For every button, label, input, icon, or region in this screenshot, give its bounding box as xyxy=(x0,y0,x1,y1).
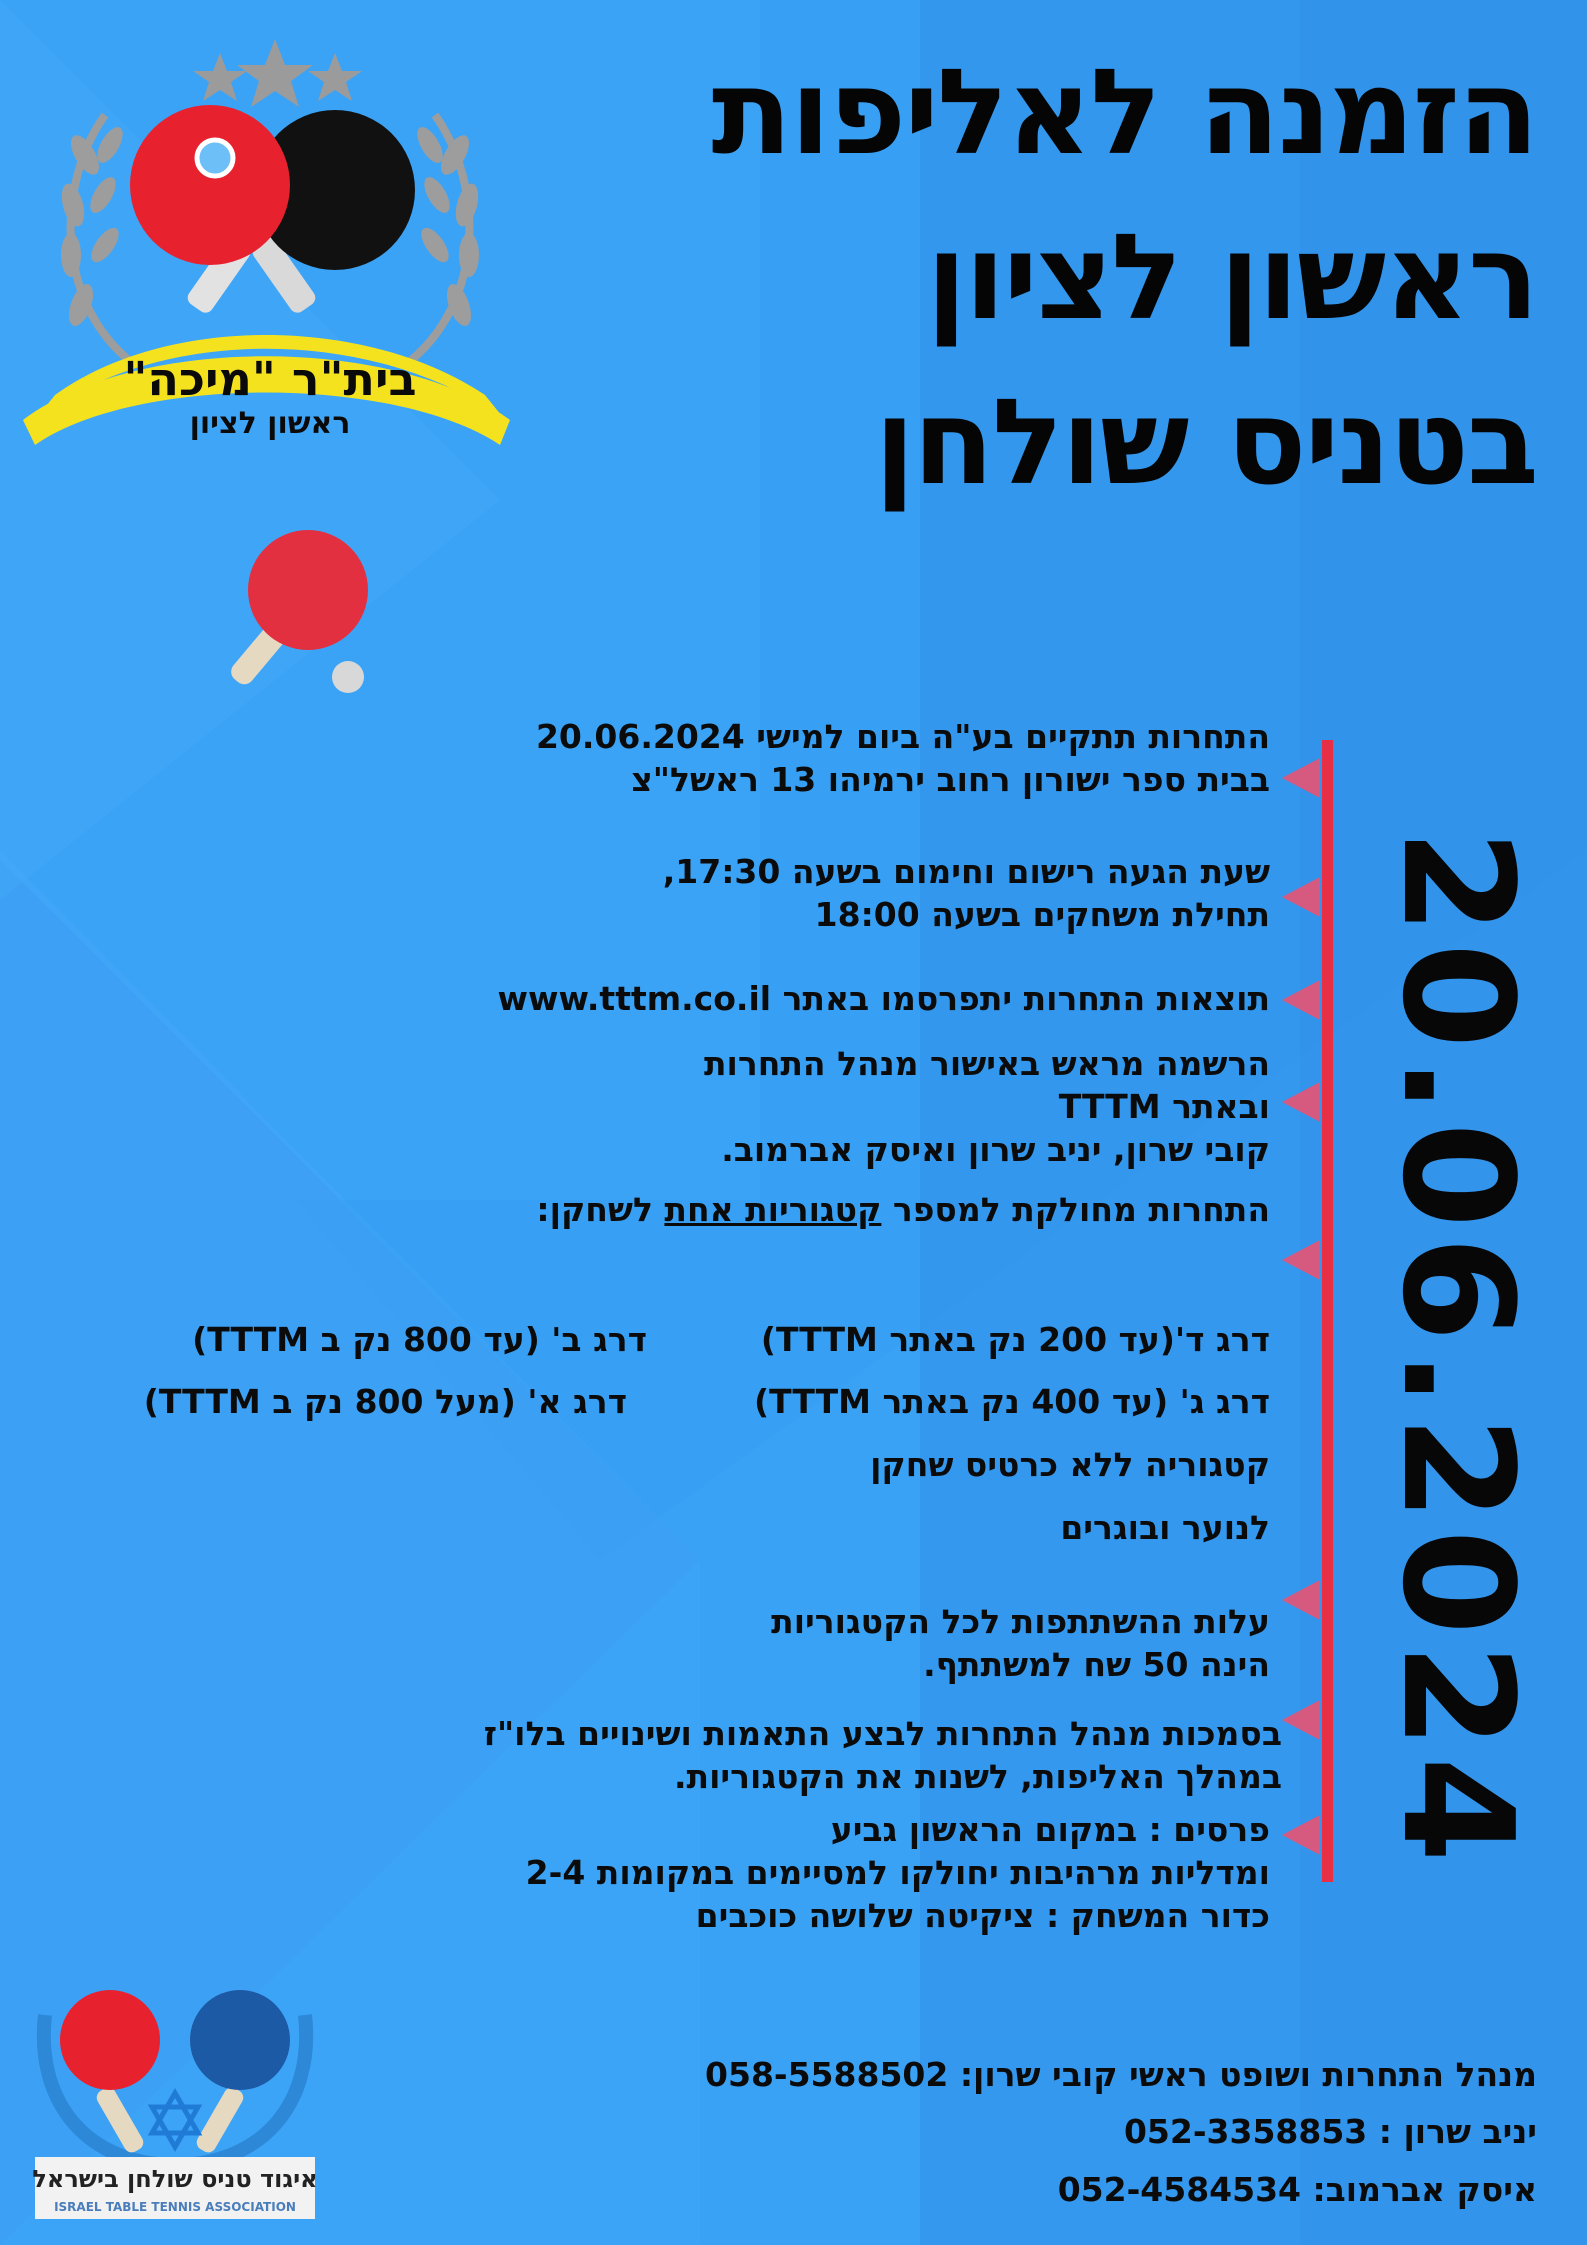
title-line-1: הזמנה לאליפות xyxy=(711,43,1537,181)
registration-line-1: הרשמה מראש באישור מנהל התחרות xyxy=(703,1044,1270,1083)
arrow-icon xyxy=(1282,1815,1320,1855)
page-title xyxy=(537,30,1537,525)
place-line: בבית ספר ישורון רחוב ירמיהו 13 ראשל"צ xyxy=(631,760,1270,799)
arrow-icon xyxy=(1282,758,1320,798)
info-results xyxy=(498,977,1270,1020)
info-fee xyxy=(771,1600,1270,1686)
registration-line-2: ובאתר TTTM xyxy=(1058,1087,1270,1126)
info-prizes xyxy=(526,1808,1270,1937)
club-logo xyxy=(15,35,520,485)
contact-yaniv: יניב שרון : 052-3358853 xyxy=(1123,2112,1537,2151)
contact-isak: איסק אברמוב: 052-4584534 xyxy=(1057,2170,1537,2209)
categories-intro-end: לשחקן: xyxy=(536,1190,665,1229)
categories-intro-underlined: קטגוריות אחת xyxy=(664,1190,882,1229)
registration-line-3: קובי שרון, יניב שרון ואיסק אברמוב. xyxy=(721,1130,1270,1169)
title-line-2: ראשון לציון xyxy=(926,208,1537,346)
arrow-icon xyxy=(1282,980,1320,1020)
arrow-icon xyxy=(1282,877,1320,917)
fee-line-2: הינה 50 שח למשתתף. xyxy=(923,1645,1270,1684)
category-no-card: קטגוריה ללא כרטיס שחקן xyxy=(870,1445,1270,1484)
info-categories-intro xyxy=(536,1188,1270,1231)
club-name: בית"ר "מיכה" xyxy=(123,352,417,406)
timeline-line xyxy=(1322,740,1333,1882)
date-line: התחרות תתקיים בע"ה ביום למישי 20.06.2024 xyxy=(535,717,1270,756)
category-youth: לנוער ובוגרים xyxy=(1060,1508,1270,1547)
big-date: 20.06.2024 xyxy=(1369,829,1546,1871)
arrow-icon xyxy=(1282,1240,1320,1280)
category-d: דרג ד'(עד 200 נק באתר TTTM) xyxy=(760,1320,1270,1359)
info-date-place xyxy=(536,715,1270,801)
category-c: דרג ג' (עד 400 נק באתר TTTM) xyxy=(754,1382,1270,1421)
star-of-david-icon xyxy=(152,2093,198,2147)
association-name-he: איגוד טניס שולחן בישראל xyxy=(32,2165,318,2193)
fee-line-1: עלות ההשתתפות לכל הקטגוריות xyxy=(771,1602,1270,1641)
authority-line-1: בסמכות מנהל התחרות לבצע התאמות ושינויים בלו"ז xyxy=(483,1714,1282,1753)
prizes-line-1: פרסים : במקום הראשון גביע xyxy=(830,1810,1270,1849)
info-registration xyxy=(704,1042,1270,1171)
paddle-icon xyxy=(200,520,380,705)
arrow-icon xyxy=(1282,1082,1320,1122)
info-authority xyxy=(484,1712,1282,1798)
arrival-line: שעת הגעה רישום וחימום בשעה 17:30, xyxy=(662,852,1270,891)
paddles-icon xyxy=(130,105,415,316)
categories-intro-start: התחרות מחולקת למספר xyxy=(881,1190,1270,1229)
prizes-line-2: ומדליות מרהיבות יחולקו למסיימים במקומות 2-4 xyxy=(525,1853,1270,1892)
title-line-3: בטניס שולחן xyxy=(874,373,1537,511)
arrow-icon xyxy=(1282,1700,1320,1740)
info-times xyxy=(663,850,1270,936)
contact-manager: מנהל התחרות ושופט ראשי קובי שרון: 058-5588502 xyxy=(705,2055,1537,2094)
association-name-en: ISRAEL TABLE TENNIS ASSOCIATION xyxy=(54,2200,296,2214)
club-city: ראשון לציון xyxy=(189,406,351,441)
arrow-icon xyxy=(1282,1580,1320,1620)
category-a: דרג א' (מעל 800 נק ב TTTM) xyxy=(143,1382,627,1421)
results-line: תוצאות התחרות יתפרסמו באתר www.tttm.co.il xyxy=(497,979,1270,1018)
start-line: תחילת משחקים בשעה 18:00 xyxy=(814,895,1270,934)
stars-icon xyxy=(193,39,362,107)
prizes-line-3: כדור המשחק : ציקיטה שלושה כוכבים xyxy=(695,1896,1270,1935)
authority-line-2: במהלך האליפות, לשנות את הקטגוריות. xyxy=(674,1757,1282,1796)
category-b: דרג ב' (עד 800 נק ב TTTM) xyxy=(192,1320,647,1359)
association-logo xyxy=(30,1985,320,2225)
